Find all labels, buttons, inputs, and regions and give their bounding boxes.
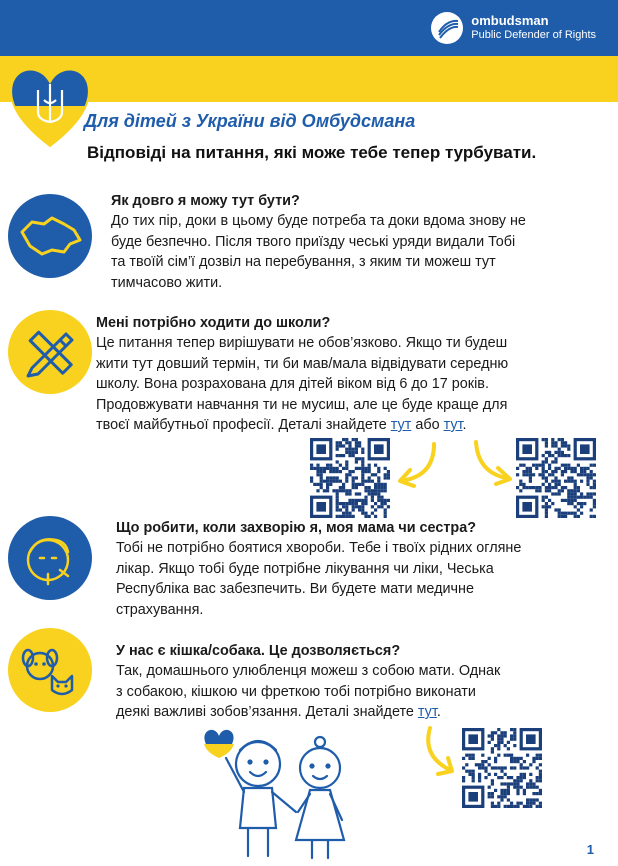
pencil-ruler-icon	[8, 310, 92, 394]
section-line: жити тут довший термін, ти би мав/мала відвідувати середню	[96, 355, 509, 372]
section-line: тимчасово жити.	[111, 274, 223, 291]
section-line: До тих пір, доки в цьому буде потреба та доки вдома знову не	[111, 213, 526, 229]
section-line: Тобі не потрібно боятися хвороби. Тебе і твоїх рідних огляне	[116, 540, 522, 556]
section-line: Так, домашнього улюбленця можеш з собою мати. Однак	[116, 663, 501, 679]
logo-subtitle: Public Defender of Rights	[471, 29, 596, 42]
details-link-2[interactable]: тут	[443, 417, 463, 433]
children-illustration	[200, 728, 380, 860]
logo-name: ombudsman	[471, 13, 549, 29]
section-line: Республіка вас забезпечить. Ви будете мати медичне	[116, 581, 475, 597]
section-line-with-links	[96, 415, 566, 436]
czech-map-icon	[8, 194, 92, 278]
section-line-with-links	[116, 702, 546, 723]
section-school	[96, 313, 566, 436]
section-line: Продовжувати навчання ти не мусиш, але це буде краще для	[96, 396, 508, 413]
sick-child-icon	[8, 516, 92, 600]
line-text: .	[436, 704, 441, 720]
ombudsman-emblem-icon	[431, 12, 463, 44]
section-heading: Що робити, коли захворію я, моя мама чи сестра?	[116, 520, 476, 536]
arrow-left-icon	[394, 440, 440, 490]
qr-code-2[interactable]	[516, 438, 596, 518]
arrow-right-icon	[470, 438, 516, 488]
page-number: 1	[586, 842, 594, 857]
details-link-1[interactable]: тут	[390, 417, 412, 433]
line-text: деякі важливі зобов’язання. Деталі знайдете	[116, 704, 418, 720]
line-text: або	[411, 417, 444, 433]
section-line: та твоїй сім’ї дозвіл на перебування, з яким ти можеш тут	[111, 254, 496, 270]
ukraine-heart-icon	[6, 60, 94, 152]
details-link-3[interactable]: тут	[417, 704, 437, 720]
arrow-down-right-icon	[416, 724, 462, 784]
section-heading: Мені потрібно ходити до школи?	[96, 315, 331, 331]
section-line: буде безпечно. Після твого приїзду чеські уряди видали Тобі	[111, 233, 516, 250]
qr-code-1[interactable]	[310, 438, 390, 518]
line-text: твоєї майбутньої професії. Деталі знайдете	[96, 417, 391, 433]
section-line: школу. Вона розрахована для дітей віком від 6 до 17 років.	[96, 376, 489, 392]
section-heading: У нас є кішка/собака. Це дозволяється?	[116, 643, 401, 659]
section-pets	[116, 641, 546, 723]
line-text: .	[462, 417, 467, 433]
section-illness	[116, 518, 586, 620]
section-line: Це питання тепер вирішувати не обов’язково. Якщо ти будеш	[96, 335, 508, 351]
section-line: лікар. Якщо тобі буде потрібне лікування чи ліки, Чеська	[116, 560, 494, 577]
section-stay-duration	[111, 191, 571, 293]
ombudsman-logo	[431, 8, 596, 48]
qr-code-3[interactable]	[462, 728, 542, 808]
section-line: з собакою, кішкою чи фреткою тобі потрібно виконати	[116, 683, 476, 700]
cat-dog-icon	[8, 628, 92, 712]
page-title: Для дітей з України від Омбудсмана	[84, 111, 416, 131]
section-line: страхування.	[116, 601, 204, 618]
page-subtitle: Відповіді на питання, які може тебе тепер турбувати.	[87, 143, 537, 162]
section-heading: Як довго я можу тут бути?	[111, 193, 300, 209]
